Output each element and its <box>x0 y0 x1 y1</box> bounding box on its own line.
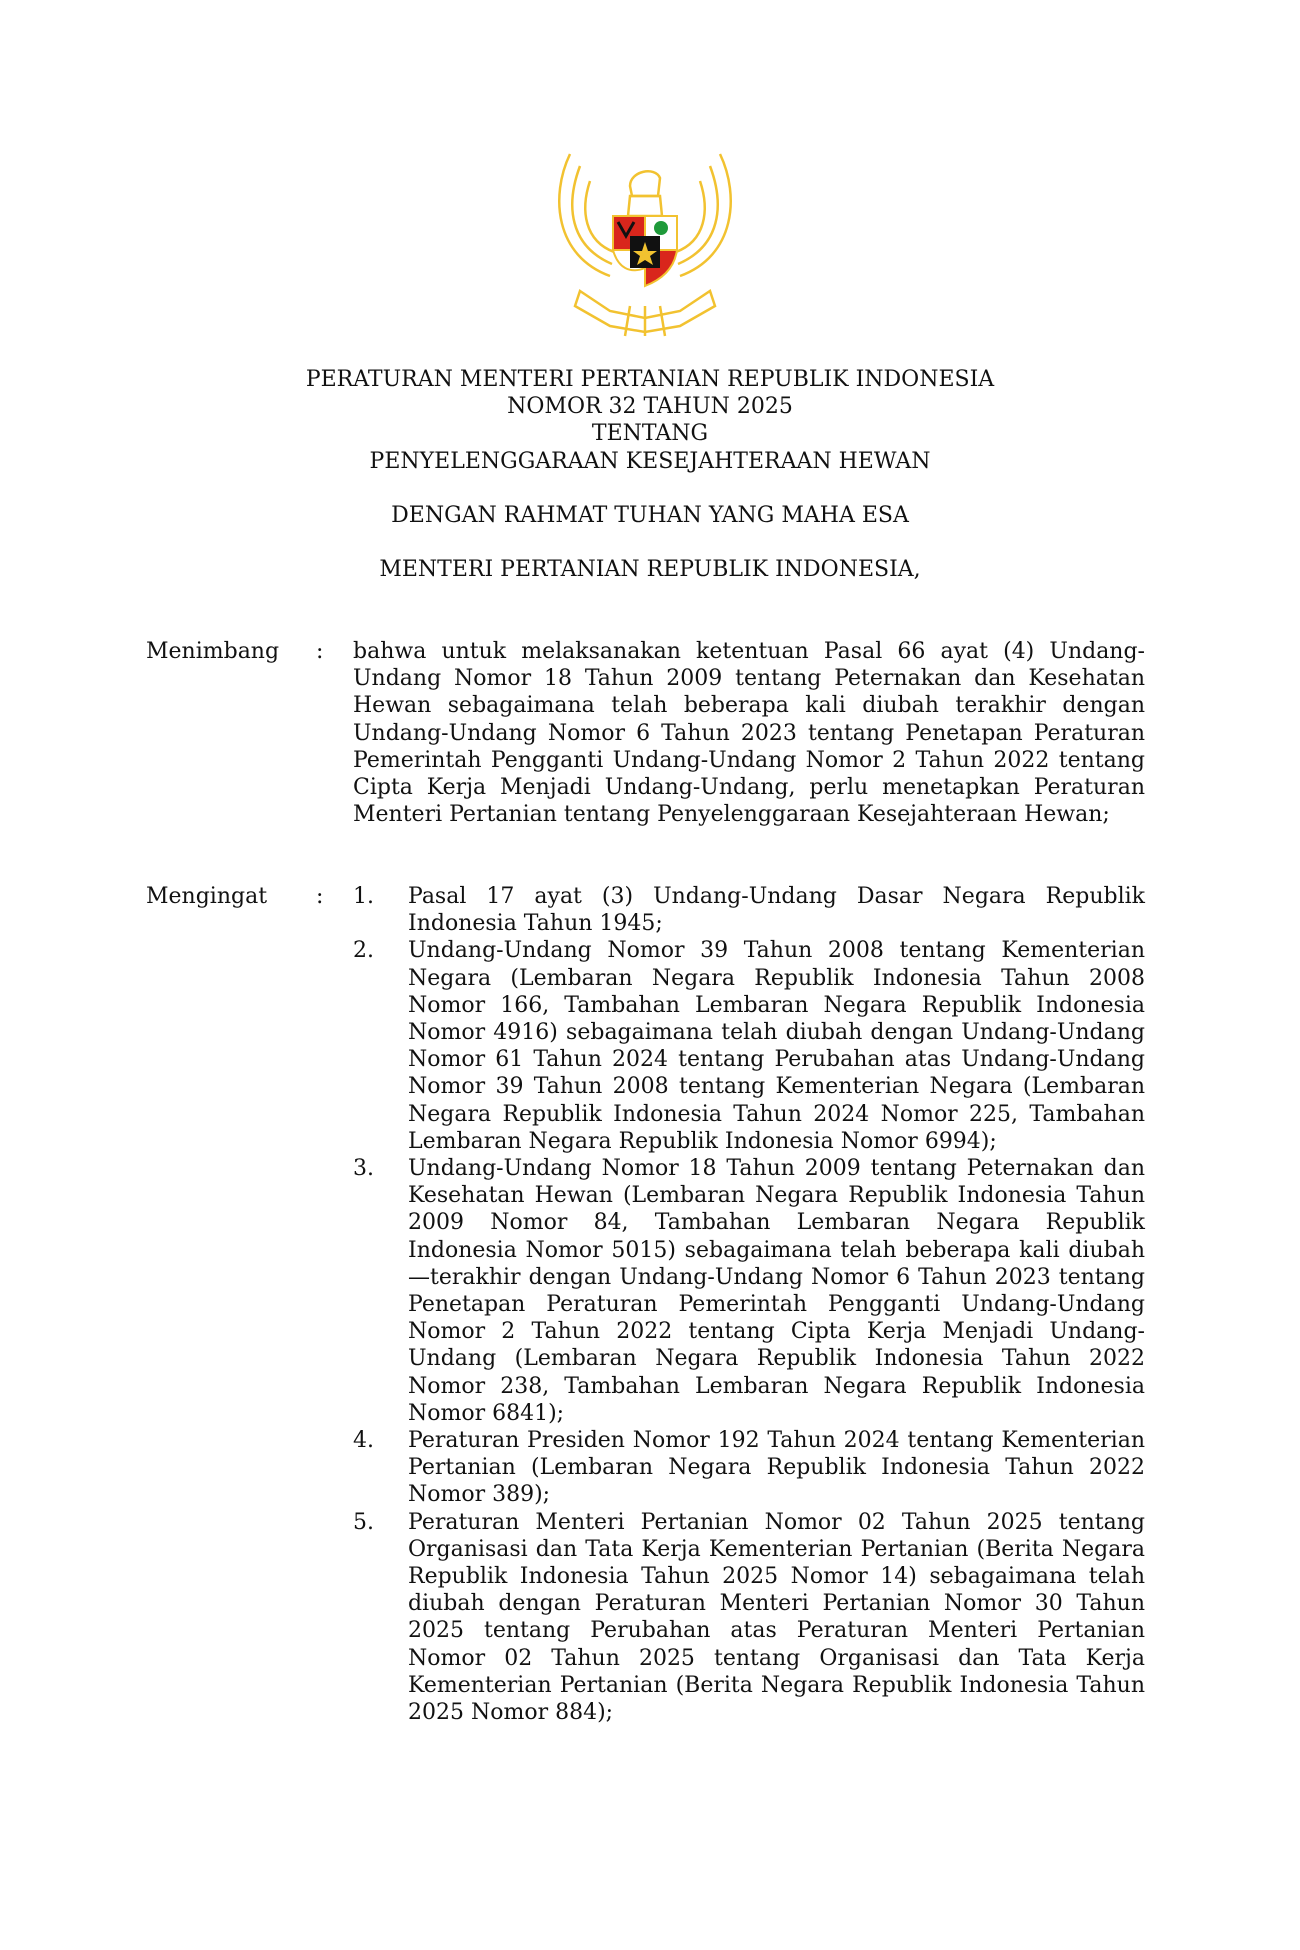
item-number: 3. <box>353 1156 374 1182</box>
blessing-line: DENGAN RAHMAT TUHAN YANG MAHA ESA <box>391 503 909 528</box>
section-colon: : <box>316 639 324 664</box>
title-line: PENYELENGGARAAN KESEJAHTERAAN HEWAN <box>369 448 931 474</box>
section-label: Mengingat <box>146 884 268 909</box>
menimbang-text: bahwa untuk melaksanakan ketentuan Pasal 66 ayat (4) Undang-Undang Nomor 18 Tahun 2009 tentang Peternakan dan Kesehatan Hewan sebagaimana telah beberapa kali diubah terakhir dengan Undang-Undang Nomor 6 Tahun 2023 tentang Penetapan Peraturan Pemerintah Pengganti Undang-Undang Nomor 2 Tahun 2022 tentang Cipta Kerja Menjadi Undang-Undang, perlu menetapkan Peraturan Menteri Pertanian tentang Penyelenggaraan Kesejahteraan Hewan; <box>353 639 1145 828</box>
item-text: Peraturan Presiden Nomor 192 Tahun 2024 tentang Kementerian Pertanian (Lembaran Negara Republik Indonesia Tahun 2022 Nomor 389); <box>408 1428 1145 1508</box>
title-line: TENTANG <box>591 421 709 447</box>
item-text: Undang-Undang Nomor 39 Tahun 2008 tentang Kementerian Negara (Lembaran Negara Republik Indonesia Tahun 2008 Nomor 166, Tambahan Lembaran Negara Republik Indonesia Nomor 4916) sebagaimana telah diubah dengan Undang-Undang Nomor 61 Tahun 2024 tentang Perubahan atas Undang-Undang Nomor 39 Tahun 2008 tentang Kementerian Negara (Lembaran Negara Republik Indonesia Tahun 2024 Nomor 225, Tambahan Lembaran Negara Republik Indonesia Nomor 6994); <box>408 938 1145 1154</box>
item-text: Pasal 17 ayat (3) Undang-Undang Dasar Negara Republik Indonesia Tahun 1945; <box>408 884 1145 937</box>
item-number: 5. <box>353 1509 374 1535</box>
title-line: NOMOR 32 TAHUN 2025 <box>507 394 793 420</box>
list-item <box>353 1155 1145 1427</box>
mengingat-section <box>146 883 1146 1726</box>
garuda-pancasila-emblem <box>550 146 740 338</box>
mengingat-list <box>353 883 1145 1726</box>
item-number: 1. <box>353 884 374 909</box>
list-item <box>353 937 1145 1155</box>
document-title <box>0 366 1300 475</box>
item-text: Undang-Undang Nomor 18 Tahun 2009 tentang Peternakan dan Kesehatan Hewan (Lembaran Negara Republik Indonesia Tahun 2009 Nomor 84, Tambahan Lembaran Negara Republik Indonesia Nomor 5015) sebagaimana telah beberapa kali diubah—terakhir dengan Undang-Undang Nomor 6 Tahun 2023 tentang Penetapan Peraturan Pemerintah Pengganti Undang-Undang Nomor 2 Tahun 2022 tentang Cipta Kerja Menjadi Undang-Undang (Lembaran Negara Republik Indonesia Tahun 2022 Nomor 238, Tambahan Lembaran Negara Republik Indonesia Nomor 6841); <box>408 1156 1145 1426</box>
section-label: Menimbang <box>146 639 280 664</box>
item-text: Peraturan Menteri Pertanian Nomor 02 Tahun 2025 tentang Organisasi dan Tata Kerja Kementerian Pertanian (Berita Negara Republik Indonesia Tahun 2025 Nomor 14) sebagaimana telah diubah dengan Peraturan Menteri Pertanian Nomor 30 Tahun 2025 tentang Perubahan atas Peraturan Menteri Pertanian Nomor 02 Tahun 2025 tentang Organisasi dan Tata Kerja Kementerian Pertanian (Berita Negara Republik Indonesia Tahun 2025 Nomor 884); <box>408 1509 1145 1726</box>
list-item <box>353 1509 1145 1727</box>
item-number: 4. <box>353 1428 374 1454</box>
menimbang-section <box>146 638 1146 828</box>
list-item <box>353 883 1145 937</box>
section-colon: : <box>316 884 324 909</box>
minister-line: MENTERI PERTANIAN REPUBLIK INDONESIA, <box>379 557 921 582</box>
item-number: 2. <box>353 938 374 964</box>
list-item <box>353 1427 1145 1509</box>
title-line: PERATURAN MENTERI PERTANIAN REPUBLIK INDONESIA <box>305 367 995 392</box>
